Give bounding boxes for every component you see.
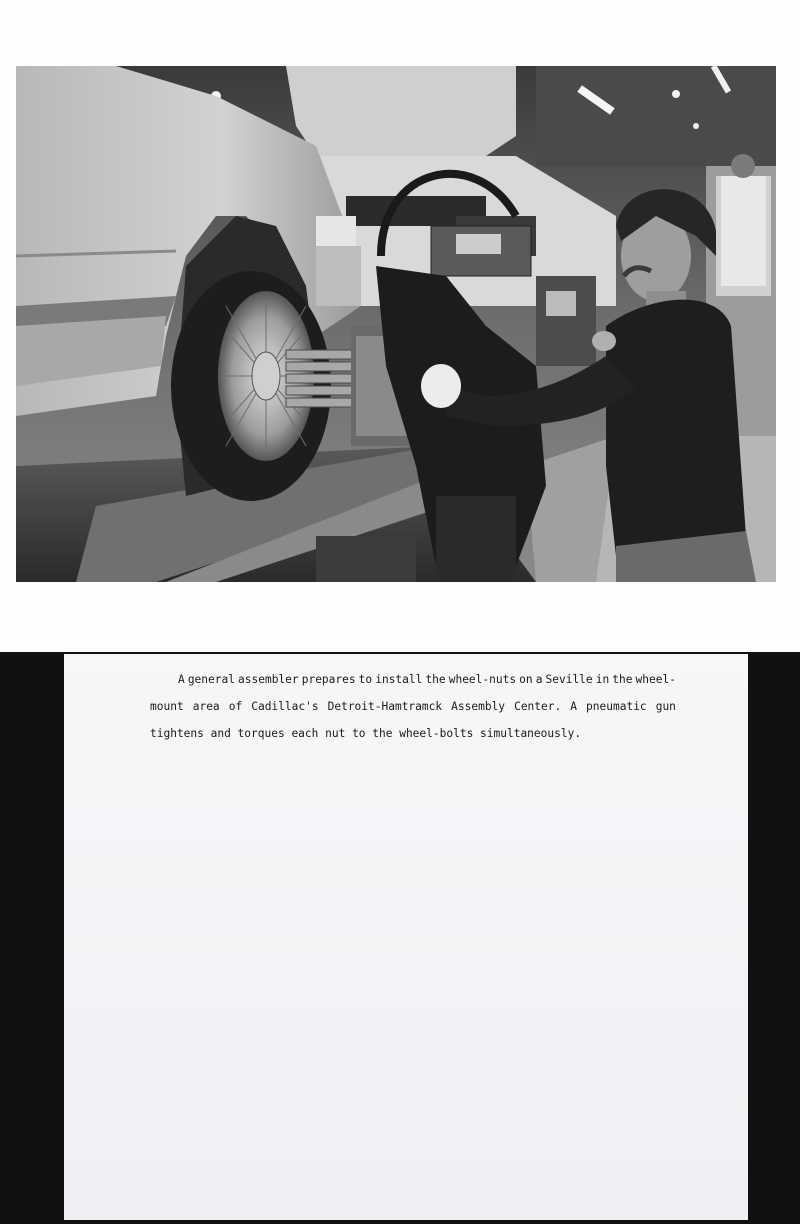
photograph-image bbox=[16, 66, 776, 582]
caption-line-3: tightens and torques each nut to the wheel-bolts simultaneously. bbox=[150, 727, 582, 740]
caption-line-1: A general assembler prepares to install the wheel-nuts on a Seville in the wheel- bbox=[178, 673, 676, 686]
photo-caption bbox=[150, 666, 676, 747]
caption-line-2: mount area of Cadillac's Detroit-Hamtramck Assembly Center. A pneumatic gun bbox=[150, 700, 676, 713]
assembly-line-photograph bbox=[16, 66, 776, 582]
